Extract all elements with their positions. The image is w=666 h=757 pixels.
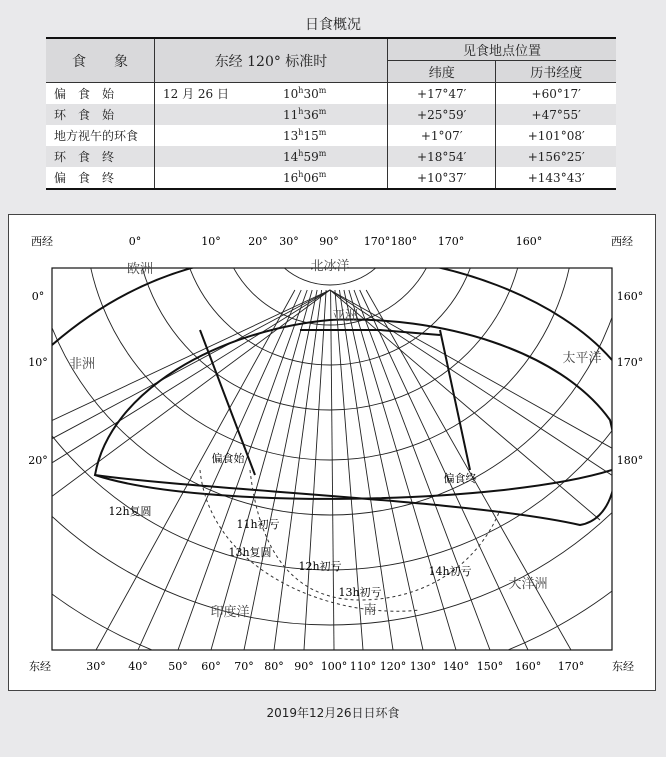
hour: 13 [283, 129, 299, 143]
phenomenon: 环 食 始 [46, 104, 155, 125]
top-longitude-label: 西经 [611, 235, 633, 248]
time: 13$^h$15$^m$ [155, 125, 388, 146]
minute: 15 [303, 129, 319, 143]
top-longitude-label: 0° [128, 235, 142, 248]
header-location: 见食地点位置 [388, 38, 617, 61]
bottom-longitude-label: 120° [379, 660, 407, 673]
time: 16$^h$06$^m$ [155, 167, 388, 189]
top-longitude-label: 90° [319, 235, 339, 248]
phenomenon: 地方视午的环食 [46, 125, 155, 146]
path-annotation: 13h初亏 [338, 586, 382, 599]
minute: 59 [303, 150, 319, 164]
latitude: +10°37′ [388, 167, 496, 189]
left-latitude-label: 20° [28, 454, 48, 467]
bottom-longitude-label: 100° [320, 660, 348, 673]
hour: 10 [283, 87, 299, 101]
path-annotation: 偏食终 [443, 472, 477, 485]
bottom-longitude-label: 130° [409, 660, 437, 673]
hour: 16 [283, 171, 299, 185]
bottom-longitude-label: 110° [349, 660, 377, 673]
map-caption: 2019年12月26日日环食 [266, 706, 400, 720]
bottom-longitude-label: 70° [234, 660, 254, 673]
minute: 30 [303, 87, 319, 101]
top-longitude-label: 170° [363, 235, 391, 248]
header-lon: 历书经度 [496, 61, 616, 83]
time: 12 月 26 日 10$^h$30$^m$ [155, 83, 388, 105]
path-annotation: 12h初亏 [298, 560, 342, 573]
minute: 36 [303, 108, 319, 122]
bottom-longitude-label: 160° [514, 660, 542, 673]
top-longitude-label: 30° [279, 235, 299, 248]
top-longitude-label: 西经 [31, 235, 53, 248]
left-latitude-label: 0° [31, 290, 45, 303]
hour: 14 [283, 150, 299, 164]
hour: 11 [283, 108, 299, 122]
region-label: 亚洲 [331, 309, 359, 324]
longitude: +101°08′ [496, 125, 616, 146]
date: 12 月 26 日 [163, 87, 229, 101]
top-longitude-label: 170° [437, 235, 465, 248]
path-annotation: 12h复圆 [108, 505, 152, 518]
region-label: 欧洲 [126, 262, 154, 277]
bottom-longitude-label: 90° [294, 660, 314, 673]
right-latitude-label: 170° [616, 356, 644, 369]
bottom-longitude-label: 东经 [29, 660, 51, 673]
header-lat: 纬度 [388, 61, 496, 83]
path-annotation: 11h初亏 [236, 518, 280, 531]
longitude: +60°17′ [496, 83, 616, 105]
top-longitude-label: 20° [248, 235, 268, 248]
header-phenomenon: 食 象 [46, 38, 155, 83]
path-annotation: 13h复圆 [228, 546, 272, 559]
latitude: +17°47′ [388, 83, 496, 105]
longitude: +47°55′ [496, 104, 616, 125]
bottom-longitude-label: 140° [442, 660, 470, 673]
longitude: +156°25′ [496, 146, 616, 167]
time: 14$^h$59$^m$ [155, 146, 388, 167]
phenomenon: 环 食 终 [46, 146, 155, 167]
bottom-longitude-label: 80° [264, 660, 284, 673]
phenomenon: 偏 食 始 [46, 83, 155, 105]
right-latitude-label: 160° [616, 290, 644, 303]
bottom-longitude-label: 50° [168, 660, 188, 673]
bottom-longitude-label: 30° [86, 660, 106, 673]
time: 11$^h$36$^m$ [155, 104, 388, 125]
region-label: 非洲 [68, 357, 96, 372]
right-latitude-label: 180° [616, 454, 644, 467]
phenomenon: 偏 食 终 [46, 167, 155, 189]
path-annotation: 偏食始 [211, 452, 245, 465]
latitude: +1°07′ [388, 125, 496, 146]
latitude: +25°59′ [388, 104, 496, 125]
latitude: +18°54′ [388, 146, 496, 167]
table-title: 日食概况 [305, 17, 361, 33]
bottom-longitude-label: 60° [201, 660, 221, 673]
region-label: 北冰洋 [310, 259, 350, 274]
top-longitude-label: 180° [390, 235, 418, 248]
region-label: 太平洋 [562, 351, 602, 366]
left-latitude-label: 10° [28, 356, 48, 369]
top-longitude-label: 160° [515, 235, 543, 248]
bottom-longitude-label: 东经 [612, 660, 634, 673]
bottom-longitude-label: 150° [476, 660, 504, 673]
header-time: 东经 120° 标准时 [155, 38, 388, 83]
bottom-longitude-label: 40° [128, 660, 148, 673]
top-longitude-label: 10° [201, 235, 221, 248]
region-label: 印度洋 [210, 605, 250, 620]
minute: 06 [303, 171, 319, 185]
bottom-longitude-label: 170° [557, 660, 585, 673]
longitude: +143°43′ [496, 167, 616, 189]
region-label: 南 [363, 603, 377, 618]
region-label: 大洋洲 [508, 577, 548, 592]
path-annotation: 14h初亏 [428, 565, 472, 578]
